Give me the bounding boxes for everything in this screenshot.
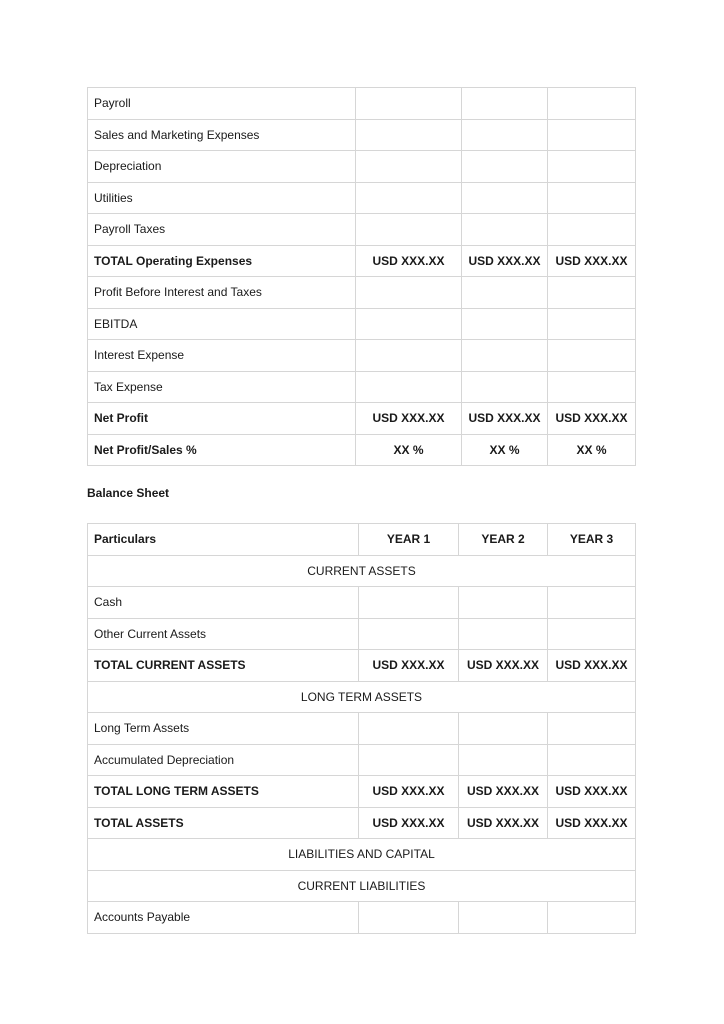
row-label: Profit Before Interest and Taxes — [88, 277, 356, 309]
section-row-current-liabilities — [88, 870, 636, 902]
value-cell-year-3 — [548, 277, 636, 309]
value-cell-year-2 — [459, 587, 548, 619]
value-cell-year-1 — [359, 902, 459, 934]
row-label: Accounts Payable — [88, 902, 359, 934]
value-cell-year-2: USD XXX.XX — [459, 776, 548, 808]
table-row-other-current-assets — [88, 618, 636, 650]
value-cell-year-2 — [462, 371, 548, 403]
table-row-accumulated-depreciation — [88, 744, 636, 776]
value-cell-year-2: USD XXX.XX — [459, 650, 548, 682]
balance-sheet-heading: Balance Sheet — [87, 486, 170, 500]
value-cell-year-2 — [462, 119, 548, 151]
value-cell-year-2 — [462, 151, 548, 183]
row-label: EBITDA — [88, 308, 356, 340]
value-cell-year-3 — [548, 308, 636, 340]
row-label: Accumulated Depreciation — [88, 744, 359, 776]
section-label: CURRENT ASSETS — [88, 555, 636, 587]
value-cell-year-3: USD XXX.XX — [548, 245, 636, 277]
balance-sheet-body — [88, 555, 636, 933]
row-label: Utilities — [88, 182, 356, 214]
table-row-payroll — [88, 88, 636, 120]
value-cell-year-1 — [356, 371, 462, 403]
table-row-profit-before-interest-and-taxes — [88, 277, 636, 309]
table-row-depreciation — [88, 151, 636, 183]
row-label: Sales and Marketing Expenses — [88, 119, 356, 151]
value-cell-year-1: USD XXX.XX — [356, 403, 462, 435]
value-cell-year-3 — [548, 371, 636, 403]
value-cell-year-2 — [459, 902, 548, 934]
table-row-interest-expense — [88, 340, 636, 372]
section-label: LIABILITIES AND CAPITAL — [88, 839, 636, 871]
section-label: LONG TERM ASSETS — [88, 681, 636, 713]
value-cell-year-3 — [548, 88, 636, 120]
row-label: TOTAL Operating Expenses — [88, 245, 356, 277]
value-cell-year-1 — [359, 587, 459, 619]
value-cell-year-3 — [548, 214, 636, 246]
section-row-current-assets — [88, 555, 636, 587]
row-label: Depreciation — [88, 151, 356, 183]
value-cell-year-3 — [548, 119, 636, 151]
value-cell-year-1 — [356, 277, 462, 309]
value-cell-year-1 — [356, 182, 462, 214]
value-cell-year-2 — [462, 214, 548, 246]
value-cell-year-3 — [548, 902, 636, 934]
balance-sheet-table — [87, 523, 636, 934]
table-row-net-profit — [88, 403, 636, 435]
row-label: Other Current Assets — [88, 618, 359, 650]
row-label: Long Term Assets — [88, 713, 359, 745]
value-cell-year-3 — [548, 744, 636, 776]
table-row-total-assets — [88, 807, 636, 839]
value-cell-year-3 — [548, 182, 636, 214]
value-cell-year-1: XX % — [356, 434, 462, 466]
row-label: Payroll — [88, 88, 356, 120]
value-cell-year-1 — [356, 308, 462, 340]
value-cell-year-3 — [548, 340, 636, 372]
row-label: Net Profit/Sales % — [88, 434, 356, 466]
value-cell-year-1 — [356, 88, 462, 120]
table-row-accounts-payable — [88, 902, 636, 934]
value-cell-year-3 — [548, 151, 636, 183]
value-cell-year-3 — [548, 713, 636, 745]
row-label: TOTAL ASSETS — [88, 807, 359, 839]
row-label: Tax Expense — [88, 371, 356, 403]
value-cell-year-3: USD XXX.XX — [548, 650, 636, 682]
balance-header-row — [88, 524, 636, 556]
value-cell-year-2 — [462, 308, 548, 340]
table-row-payroll-taxes — [88, 214, 636, 246]
value-cell-year-2: USD XXX.XX — [462, 403, 548, 435]
year-3-header: YEAR 3 — [548, 524, 636, 556]
value-cell-year-2: USD XXX.XX — [462, 245, 548, 277]
value-cell-year-2 — [462, 277, 548, 309]
value-cell-year-1: USD XXX.XX — [359, 650, 459, 682]
table-row-total-current-assets — [88, 650, 636, 682]
value-cell-year-2 — [459, 618, 548, 650]
year-1-header: YEAR 1 — [359, 524, 459, 556]
table-row-total-long-term-assets — [88, 776, 636, 808]
value-cell-year-1 — [359, 618, 459, 650]
table-row-long-term-assets — [88, 713, 636, 745]
value-cell-year-3 — [548, 587, 636, 619]
table-row-net-profit-sales — [88, 434, 636, 466]
row-label: Net Profit — [88, 403, 356, 435]
row-label: Payroll Taxes — [88, 214, 356, 246]
row-label: TOTAL LONG TERM ASSETS — [88, 776, 359, 808]
value-cell-year-2: USD XXX.XX — [459, 807, 548, 839]
table-row-sales-and-marketing-expenses — [88, 119, 636, 151]
value-cell-year-2 — [462, 182, 548, 214]
value-cell-year-1: USD XXX.XX — [359, 807, 459, 839]
row-label: Cash — [88, 587, 359, 619]
value-cell-year-2: XX % — [462, 434, 548, 466]
table-row-utilities — [88, 182, 636, 214]
table-row-total-operating-expenses — [88, 245, 636, 277]
table-row-ebitda — [88, 308, 636, 340]
table-row-cash — [88, 587, 636, 619]
value-cell-year-3: USD XXX.XX — [548, 403, 636, 435]
value-cell-year-2 — [459, 744, 548, 776]
value-cell-year-1 — [356, 214, 462, 246]
value-cell-year-1 — [359, 713, 459, 745]
row-label: TOTAL CURRENT ASSETS — [88, 650, 359, 682]
value-cell-year-3 — [548, 618, 636, 650]
value-cell-year-3: USD XXX.XX — [548, 776, 636, 808]
value-cell-year-1: USD XXX.XX — [356, 245, 462, 277]
value-cell-year-2 — [459, 713, 548, 745]
row-label: Interest Expense — [88, 340, 356, 372]
value-cell-year-1 — [356, 340, 462, 372]
section-row-long-term-assets — [88, 681, 636, 713]
value-cell-year-3: XX % — [548, 434, 636, 466]
income-statement-body — [88, 88, 636, 466]
value-cell-year-1: USD XXX.XX — [359, 776, 459, 808]
year-2-header: YEAR 2 — [459, 524, 548, 556]
income-statement-table — [87, 87, 636, 466]
section-row-liabilities-and-capital — [88, 839, 636, 871]
value-cell-year-1 — [356, 151, 462, 183]
value-cell-year-2 — [462, 340, 548, 372]
value-cell-year-1 — [359, 744, 459, 776]
table-row-tax-expense — [88, 371, 636, 403]
value-cell-year-3: USD XXX.XX — [548, 807, 636, 839]
particulars-header: Particulars — [88, 524, 359, 556]
value-cell-year-1 — [356, 119, 462, 151]
value-cell-year-2 — [462, 88, 548, 120]
section-label: CURRENT LIABILITIES — [88, 870, 636, 902]
